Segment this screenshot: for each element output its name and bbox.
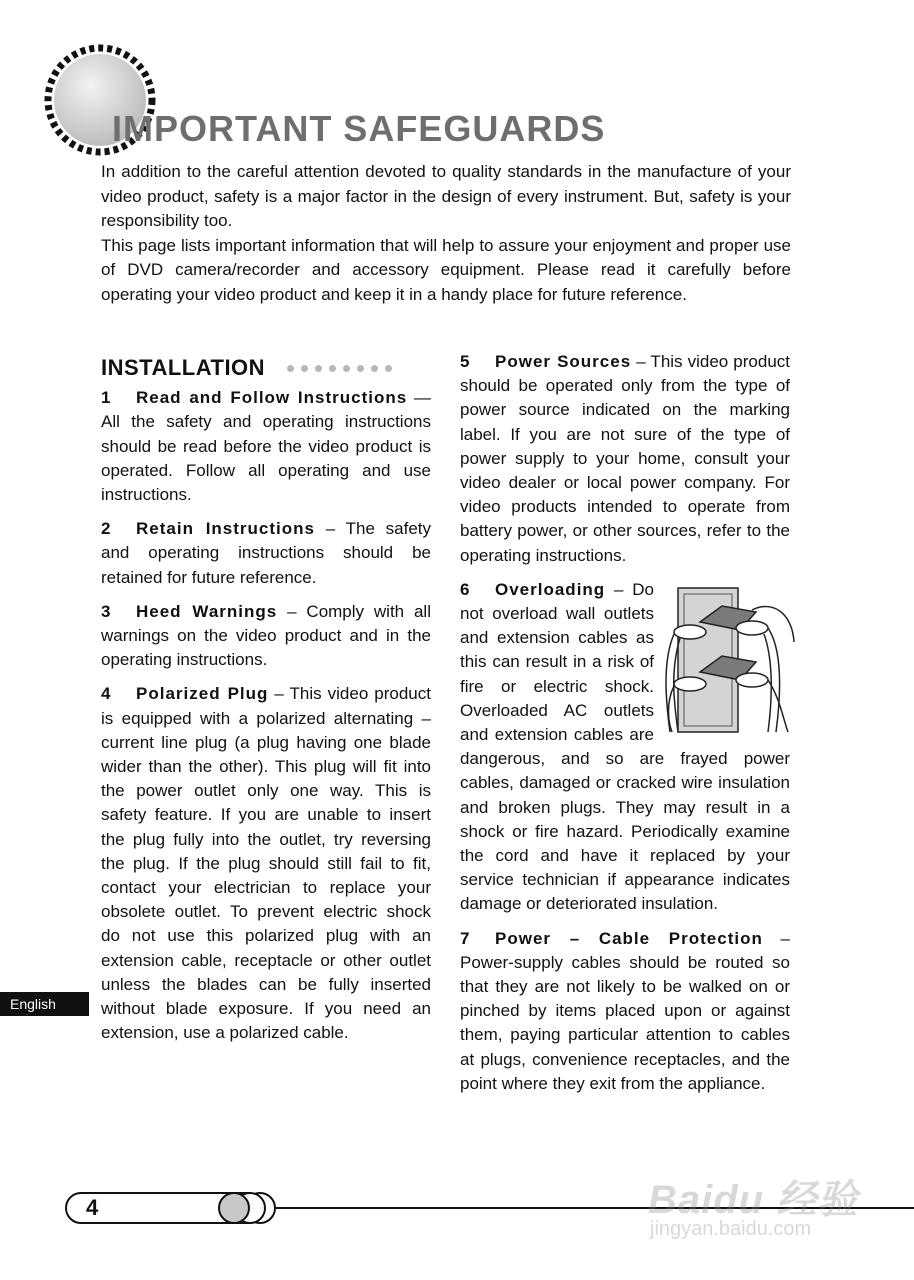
safeguard-item [460,350,790,568]
item-text: – This video product should be operated only from the type of power source indicated on the marking label. If you are not sure of the type of power supply to your home, consult your video dealer or local power company. For video products intended to operate from battery power, or other sources, refer to the operating instructions. [460,352,791,565]
watermark [648,1150,908,1260]
item-heading: Read and Follow Instructions [136,388,408,408]
item-number: 1 [101,388,111,408]
item-number: 2 [101,519,111,539]
item-number: 7 [460,928,470,948]
safeguard-item [101,600,431,673]
item-text: – Comply with all warnings on the video product and in the operating instructions. [101,601,431,670]
right-column [460,350,790,1106]
item-text: – Power-supply cables should be routed so that they are not likely to be walked on or pinched by items placed upon or against them, paying particular attention to cables at plugs, convenience receptacles, and the point where they exit from the appliance. [460,928,790,1093]
item-number: 3 [101,601,111,621]
safeguard-item [460,578,790,917]
item-heading: Overloading [495,579,606,599]
page-number: 4 [86,1195,99,1220]
item-text: – The safety and operating instructions should be retained for future reference. [101,519,432,587]
left-column [101,356,431,1055]
item-text: – This video product is equipped with a polarized alternating – current line plug (a plug having one blade wider than the other). This plug will fit into the power outlet only one way. This is safety feature. If you are unable to insert the plug fully into the outlet, try reversing the plug. If the plug should still fail to fit, contact your electrician to replace your obsolete outlet. To prevent electric shock do not use this polarized plug with an extension cable, receptacle or other outlet unless the blades can be fully inserted without blade exposure. If you need an extension, use a polarized cable. [101,684,431,1043]
safeguard-item [101,386,431,507]
item-number: 4 [101,684,111,704]
page-title: IMPORTANT SAFEGUARDS [112,108,606,149]
dotted-rule-icon [287,365,392,372]
item-heading: Retain Instructions [136,519,315,539]
intro-paragraph: This page lists important information that will help to assure your enjoyment and proper use of DVD camera/recorder and accessory equipment. Please read it carefully before operating your video product and keep it in a handy place for future reference. [101,235,791,304]
item-heading: Polarized Plug [136,684,269,704]
watermark-brand: Baidu 经验 [648,1178,859,1222]
item-heading: Power – Cable Protection [495,928,763,948]
watermark-url: jingyan.baidu.com [650,1218,812,1240]
section-heading [101,356,431,380]
item-text: – Do not overload wall outlets and extension cables as this can result in a risk of fire or electric shock. Overloaded AC outlets and extension cables are dangerous, and so are frayed power cables, damaged or cracked wire insulation and broken plugs. They may result in a shock or fire hazard. Periodically examine the cord and have it replaced by your service technician if appearance indicates damage or deteriorated insulation. [460,579,790,914]
intro-text [101,160,791,307]
item-text: — All the safety and operating instructions should be read before the video product is operated. Follow all operating and use instructions. [101,388,431,505]
section-heading-label: INSTALLATION [101,355,266,380]
safeguard-item [101,517,431,590]
safeguard-item [460,927,790,1096]
overloaded-outlet-illustration-icon [660,582,800,740]
item-number: 5 [460,352,470,371]
safeguard-item [101,682,431,1045]
item-heading: Heed Warnings [136,601,278,621]
item-number: 6 [460,579,470,599]
item-heading: Power Sources [495,352,632,371]
intro-paragraph: In addition to the careful attention devoted to quality standards in the manufacture of your video product, safety is a major factor in the design of every instrument. But, safety is your responsibility too. [101,162,791,230]
language-tab: English [0,992,89,1016]
